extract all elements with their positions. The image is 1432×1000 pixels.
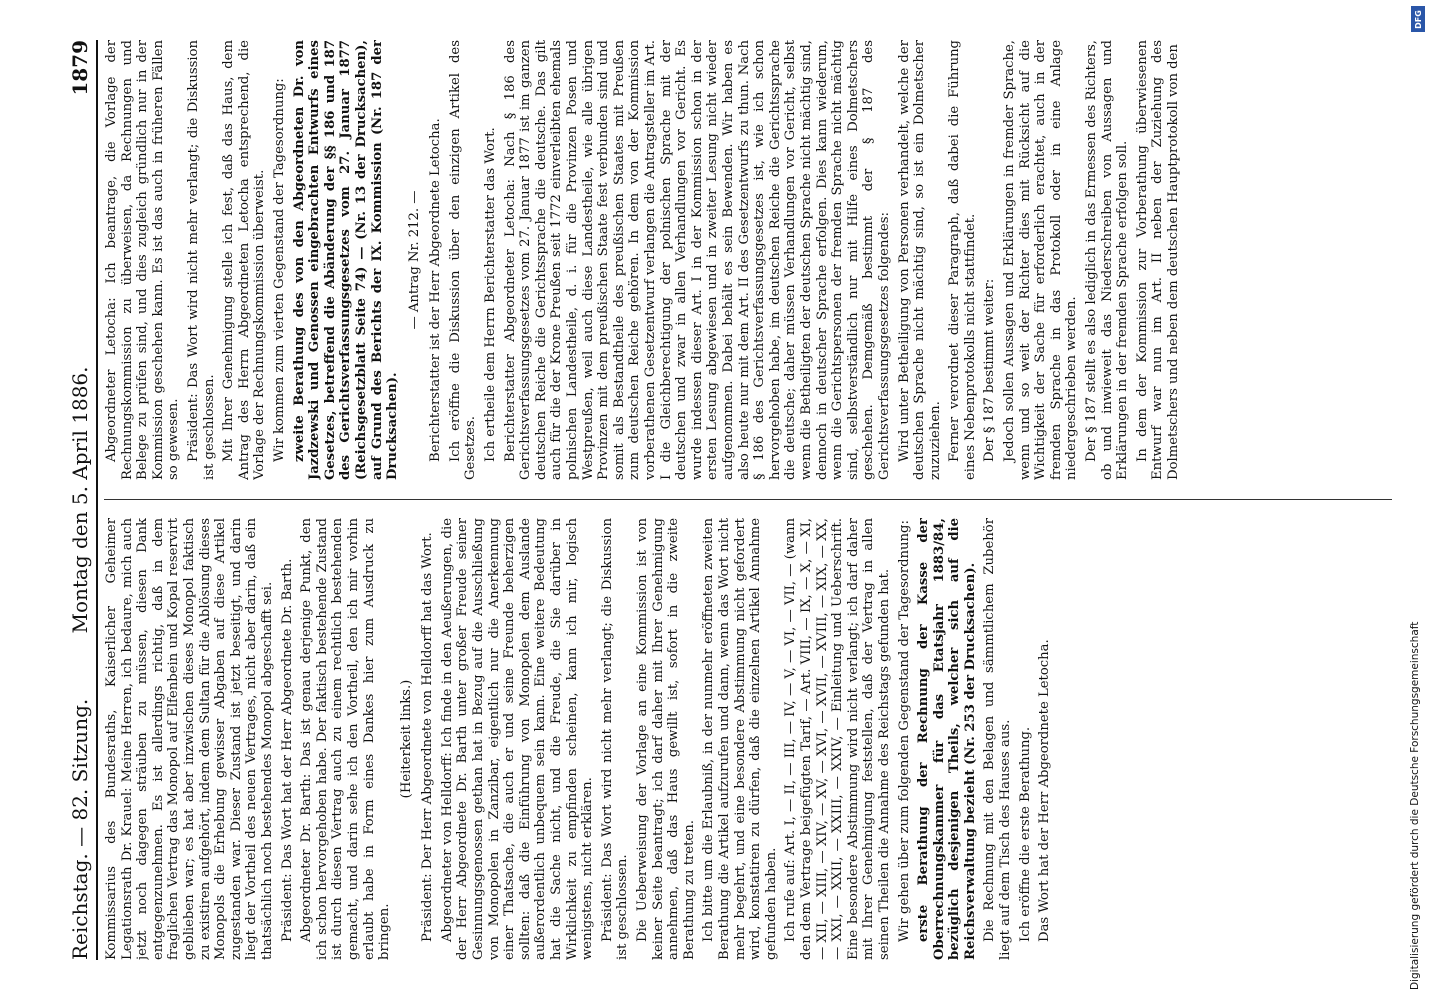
funding-credit (1409, 5, 1423, 995)
dfg-logo-text: DFG (1413, 9, 1423, 29)
left-column (104, 518, 1392, 960)
paragraph: Abgeordneter Dr. Barth: Das ist genau derjenige Punkt, den ich schon hervorgehoben habe. Der faktisch bestehende Zustand ist durch diesen Vertrag auch zu einem rechtlich bestehenden gemacht, und darin sehe ich den Vortheil, den ich mir vorhin erlaubt habe in Form eines Dankes hier zum Ausdruck zu bringen. (299, 518, 393, 960)
paragraph: Mit Ihrer Genehmigung stelle ich fest, daß das Haus, dem Antrag des Herrn Abgeordneten Letocha entsprechend, die Vorlage der Rechnungskommission überweist. (221, 40, 268, 480)
paragraph: Die Ueberweisung der Vorlage an eine Kommission ist von keiner Seite beantragt; ich darf daher mit Ihrer Genehmigung annehmen, daß das Haus gewillt ist, sofort in die zweite Berathung zu treten. (635, 518, 697, 960)
header-date: Montag den 5. April 1886. (68, 366, 92, 634)
motion-reference: — Antrag Nr. 212. — (406, 190, 422, 330)
paragraph: Der § 187 stellt es also lediglich in das Ermessen des Richters, ob und inwieweit das Niederschreiben von Aussagen und Erklärungen in der fremden Sprache erfolgen soll. (1084, 40, 1131, 480)
paragraph: Kommissarius des Bundesraths, Kaiserlicher Geheimer Legationsrath Dr. Krauel: Meine Herren, ich bedaure, mich auch jetzt noch dagegen sträuben zu müssen, diesen Dank entgegenzunehmen. Es ist allerdings richtig, daß in dem fraglichen Vertrag das Monopol auf Elfenbein und Kopal reservirt geblieben war; es hat aber inzwischen dieses Monopol faktisch zu existiren aufgehört, indem dem Sultan für die Ablösung dieses Monopols die Erhebung gewisser Abgaben auf diese Artikel zugestanden war. Dieser Zustand ist jetzt beseitigt, und darin liegt der Vortheil des neuen Vertrages, nicht aber darin, daß ein thatsächlich noch bestehendes Monopol abgeschafft sei. (104, 518, 275, 960)
paragraph: Präsident: Der Herr Abgeordnete von Helldorff hat das Wort. (420, 532, 436, 942)
funding-credit-text: Digitalisierung gefördert durch die Deutsche Forschungsgemeinschaft (1409, 621, 1421, 990)
agenda-item-title: zweite Berathung des von den Abgeordneten Dr. von Jazdzewski und Genossen eingebrachten Entwurfs eines Gesetzes, betreffend die Abänderung der §§ 186 und 187 des Gerichtsverfassungsgesetzes vom 27. Januar 1877 (Reichsgesetzblatt Seite 74) — (Nr. 13 der Drucksachen), auf Grund des Berichts der IX. Kommission (Nr. 187 der Drucksachen). (291, 40, 401, 480)
page-header (66, 40, 98, 960)
paragraph: Die Rechnung mit den Belagen und sämmtlichem Zubehör liegt auf dem Tisch des Hauses aus. (982, 518, 1014, 960)
paragraph: Präsident: Das Wort wird nicht mehr verlangt; die Diskussion ist geschlossen. (599, 518, 631, 960)
paragraph: Wir gehen über zum folgenden Gegenstand der Tagesordnung: (896, 520, 912, 942)
paragraph: Wir kommen zum vierten Gegenstand der Tagesordnung: (271, 78, 287, 462)
header-session: Reichstag. — 82. Sitzung. (68, 698, 92, 960)
paragraph: Ich eröffne die erste Berathung. (1017, 726, 1033, 942)
paragraph: Abgeordneter von Helldorff: Ich finde in den Aeußerungen, die der Herr Abgeordnete Dr. Barth unter großer Freude seiner Gesinnungsgenossen gethan hat in Bezug auf die Ausschließung von Monopolen in Zanzibar, eigentlich nur die Anerkennung einer Thatsache, die auch er und seine Freunde beherzigen sollten: daß die Einführung von Monopolen dem Auslande außerordentlich unbequem sein kann. Eine weitere Bedeutung hat die Sache nicht, und die Freude, die Sie darüber in Wirklichkeit zu empfinden scheinen, kann ich mir, logisch wenigstens, nicht erklären. (439, 518, 596, 960)
paragraph: Ich eröffne die Diskussion über den einzigen Artikel des Gesetzes. (447, 40, 479, 480)
paragraph: Das Wort hat der Herr Abgeordnete Letocha. (1037, 639, 1053, 942)
paragraph: Der § 187 bestimmt weiter: (982, 278, 998, 462)
column-divider (104, 499, 1392, 500)
paragraph: Ferner verordnet dieser Paragraph, daß dabei die Führung eines Nebenprotokolls nicht stattfindet. (947, 40, 978, 480)
interjection: (Heiterkeit links.) (398, 679, 414, 799)
quoted-paragraph: Jedoch sollen Aussagen und Erklärungen in fremder Sprache, wenn und so weit der Richter dies mit Rücksicht auf die Wichtigkeit der Sache für erforderlich erachtet, auch in der fremden Sprache in das Protokoll oder in eine Anlage niedergeschrieben werden. (1002, 40, 1080, 480)
paragraph: Ich rufe auf: Art. I, — II, — III, — IV, — V, — VI, — VII, — (wann den dem Vertrage beigefügten Tarif, — Art. VIII, — IX, — X, — XI, — XII, — XIII, — XIV, — XV, — XVI, — XVII, — XVIII, — XIX, — XX, — XXI, — XXII, — XXIII, — XXIV, — Einleitung und Ueberschrift. Eine besondere Abstimmung wird nicht verlangt; ich darf daher mit Ihrer Genehmigung feststellen, daß der Vertrag in allen seinen Theilen die Annahme des Reichstags gefunden hat. (783, 518, 892, 960)
paragraph: Ich bitte um die Erlaubniß, in der nunmehr eröffneten zweiten Berathung die Artikel aufzurufen und dann, wenn das Wort nicht mehr begehrt, und eine besondere Abstimmung nicht gefordert wird, konstatiren zu dürfen, daß die einzelnen Artikel Annahme gefunden haben. (701, 518, 779, 960)
agenda-item-title: erste Berathung der Rechnung der Kasse der Oberrechnungskammer für das Etatsjahr 1883/84, bezüglich desjenigen Theils, welcher sich auf die Reichsverwaltung bezieht (Nr. 253 der Drucksachen). (916, 518, 978, 960)
dfg-logo (1411, 6, 1425, 32)
paragraph: Berichterstatter Abgeordneter Letocha: Nach § 186 des Gerichtsverfassungsgesetzes vom 27. Januar 1877 ist im ganzen deutschen Reiche die Gerichtssprache die deutsche. Das gilt auch für die der Krone Preußen seit 1772 einverleibten ehemals polnischen Landestheile, d. i. für die Provinzen Posen und Westpreußen, weil auch diese Landestheile, wie alle übrigen Provinzen mit dem preußischen Staate fest verbunden sind und somit als Bestandtheile des preußischen Staates mit Preußen zum deutschen Reiche gehören. In dem von der Kommission vorberathenen Gesetzentwurf verlangen die Antragsteller im Art. I die Gleichberechtigung der polnischen Sprache mit der deutschen und zwar in allen Verhandlungen vor Gericht. Es wurde indessen dieser Art. I in der Kommission schon in der ersten Lesung abgewiesen und in zweiter Lesung nicht wieder aufgenommen. Dabei behält es sein Bewenden. Wir haben es also heute nur mit dem Art. II des Gesetzentwurfs zu thun. Nach § 186 des Gerichtsverfassungsgesetzes ist, wie ich schon hervorgehoben habe, im deutschen Reiche die Gerichtssprache die deutsche; daher müssen Verhandlungen vor Gericht, selbst wenn die Betheiligten der deutschen Sprache nicht mächtig sind, dennoch in deutscher Sprache erfolgen. Dies kann wiederum, wenn die Gerichtspersonen der fremden Sprache nicht mächtig sind, selbstverständlich nur mit Hilfe eines Dolmetschers geschehen. Demgemäß bestimmt der § 187 des Gerichtsverfassungsgesetzes folgendes: (502, 40, 892, 480)
right-column (104, 40, 1392, 480)
paragraph: Ich ertheile dem Herrn Berichterstatter das Wort. (483, 127, 499, 462)
paragraph: Präsident: Das Wort wird nicht mehr verlangt; die Diskussion ist geschlossen. (185, 40, 217, 480)
page-number: 1879 (68, 39, 92, 96)
paragraph: Präsident: Das Wort hat der Herr Abgeordnete Dr. Barth. (279, 558, 295, 942)
quoted-paragraph: Wird unter Betheiligung von Personen verhandelt, welche der deutschen Sprache nicht mächtig sind, so ist ein Dolmetscher zuzuziehen. (896, 40, 943, 480)
paragraph: Berichterstatter ist der Herr Abgeordnete Letocha. (428, 118, 444, 462)
paragraph: In dem der Kommission zur Vorberathung überwiesenen Entwurf war nun im Art. II neben der Zuziehung des Dolmetschers und neben dem deutschen Hauptprotokoll von den (1134, 40, 1181, 480)
paragraph: Abgeordneter Letocha: Ich beantrage, die Vorlage der Rechnungskommission zu überweisen, da Rechnungen und Belege zu prüfen sind, und dies zugleich gründlich nur in der Kommission geschehen kann. Es ist das auch in früheren Fällen so gewesen. (104, 40, 182, 480)
